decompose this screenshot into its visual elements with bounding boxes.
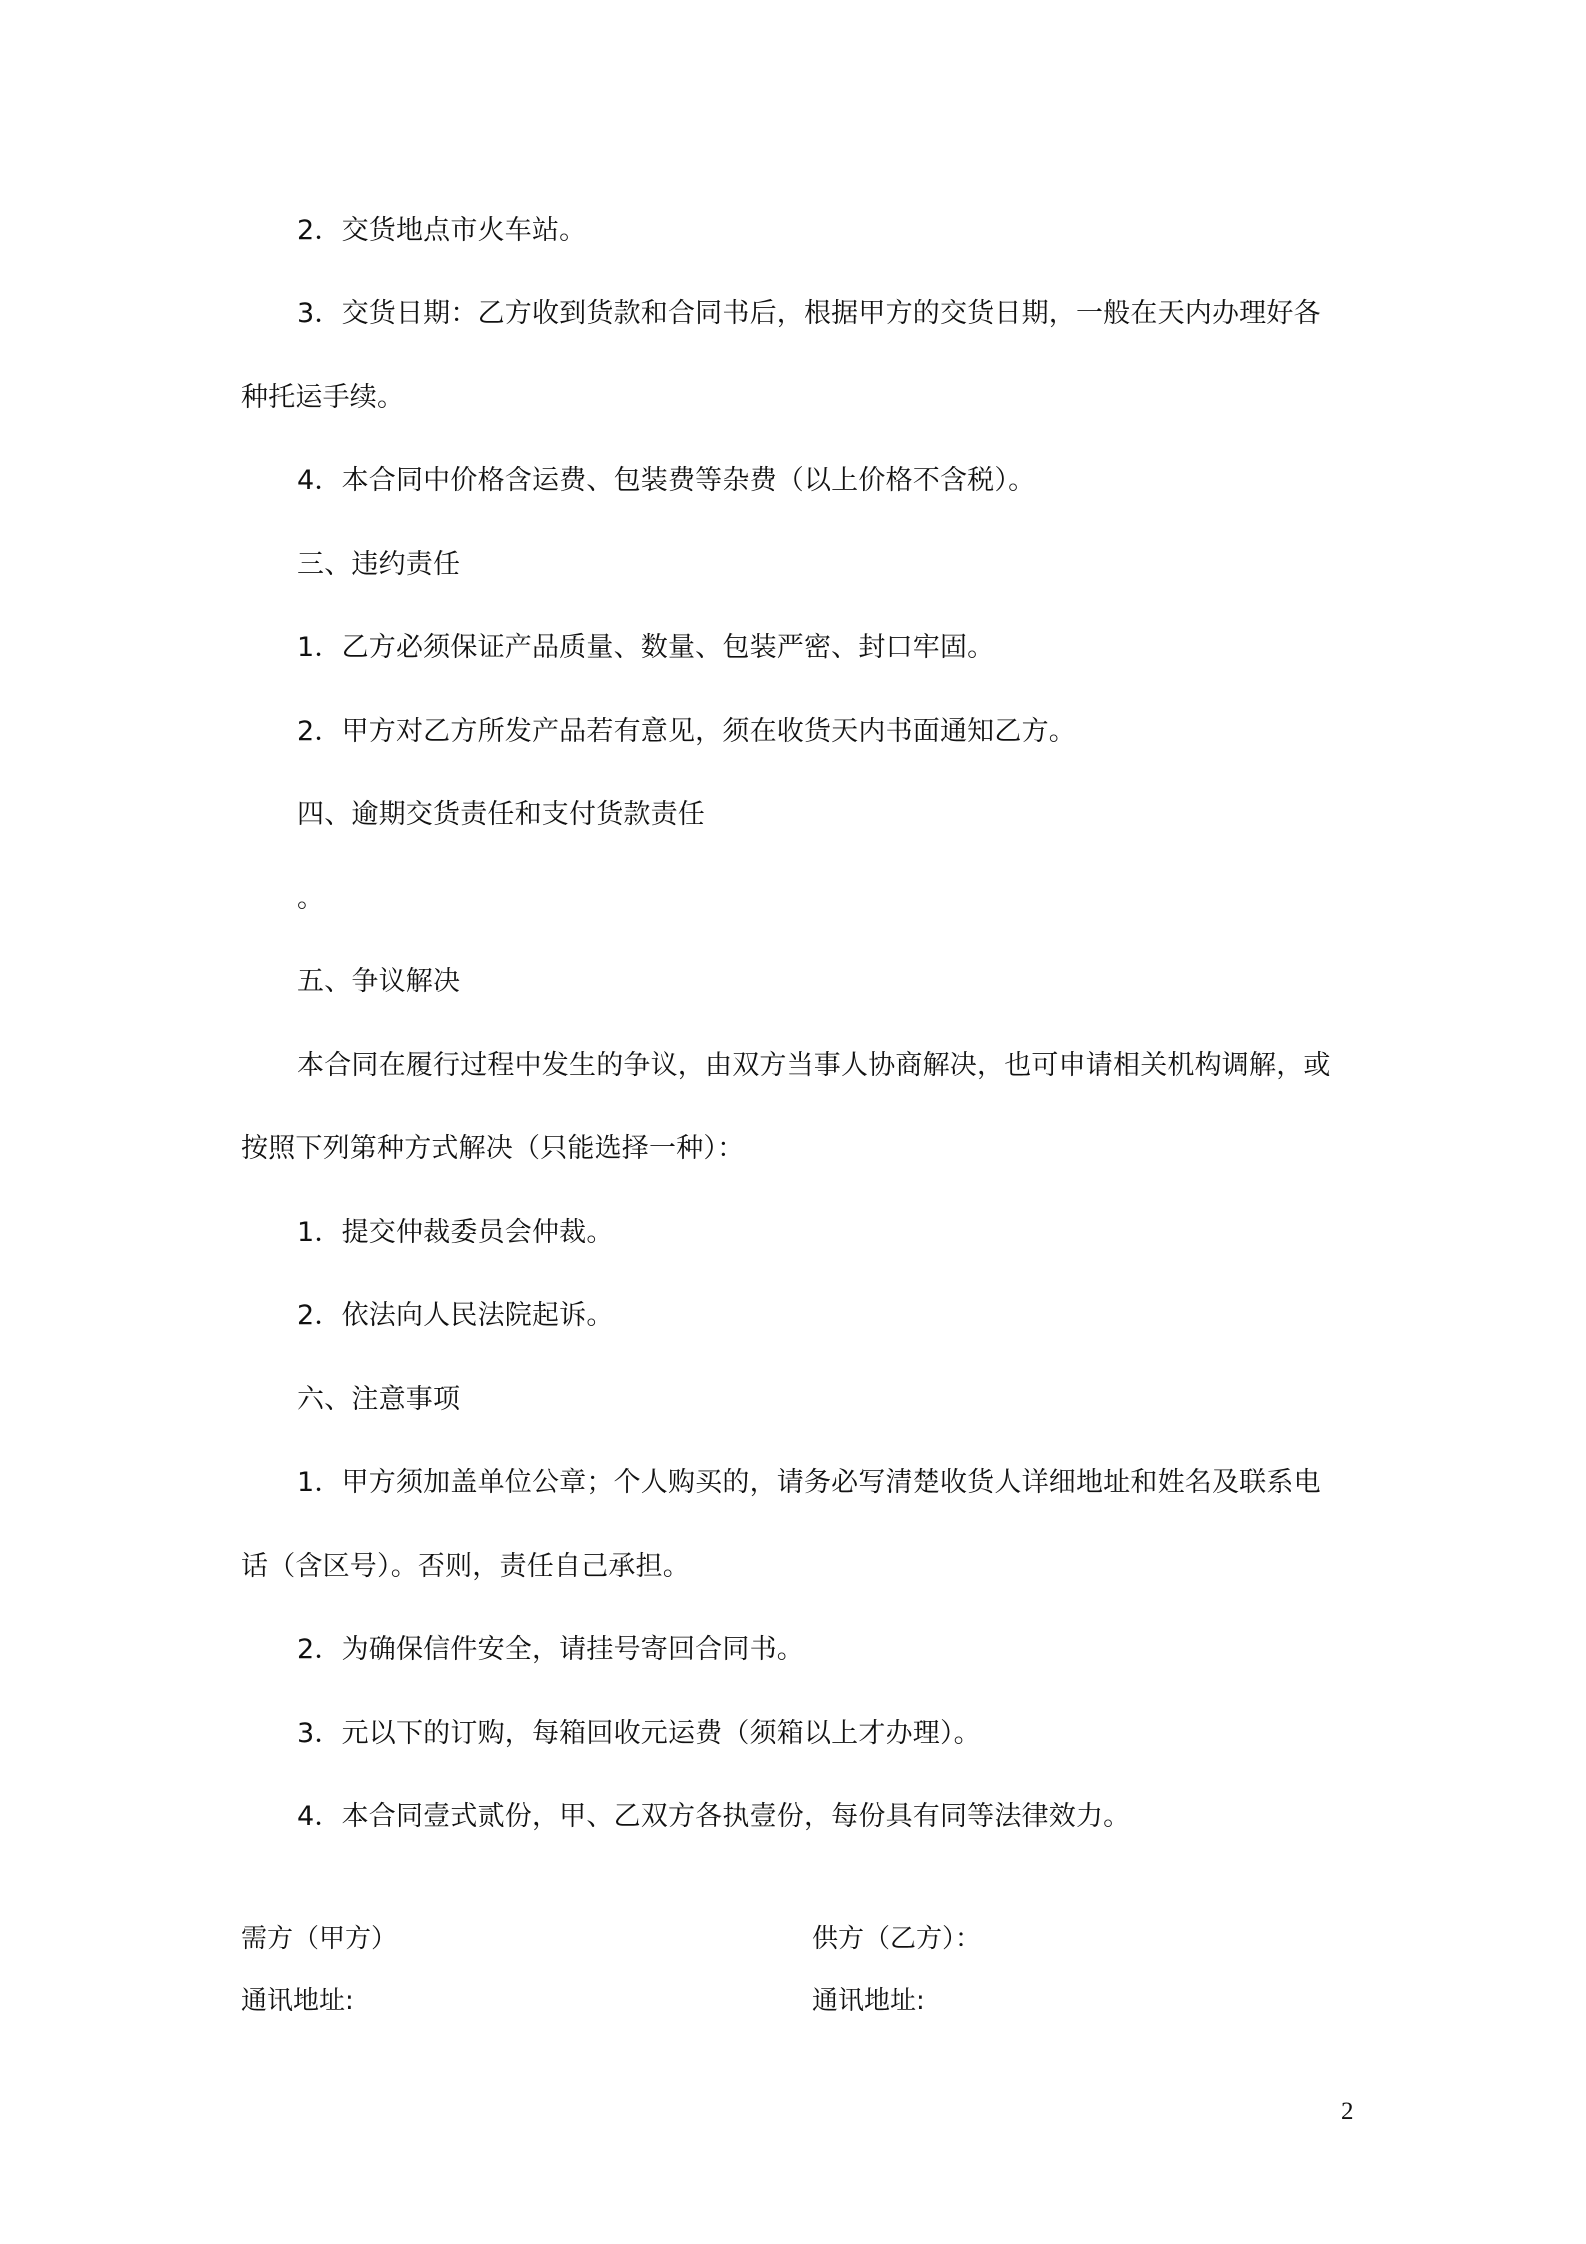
- paragraph-delivery-date-cont: 种托运手续。: [241, 382, 405, 413]
- paragraph-shipping-fee: 3．元以下的订购，每箱回收元运费（须箱以上才办理）。: [297, 1718, 981, 1749]
- paragraph-dispute-body: 本合同在履行过程中发生的争议，由双方当事人协商解决，也可申请相关机构调解，或: [297, 1050, 1331, 1081]
- section-heading-overdue: 四、逾期交货责任和支付货款责任: [297, 799, 705, 830]
- paragraph-quality-guarantee: 1．乙方必须保证产品质量、数量、包装严密、封口牢固。: [297, 632, 995, 663]
- paragraph-delivery-location: 2．交货地点市火车站。: [297, 215, 587, 246]
- paragraph-objection-notice: 2．甲方对乙方所发产品若有意见，须在收货天内书面通知乙方。: [297, 716, 1076, 747]
- paragraph-delivery-date: 3．交货日期：乙方收到货款和合同书后，根据甲方的交货日期，一般在天内办理好各: [297, 298, 1321, 329]
- section-heading-notes: 六、注意事项: [297, 1384, 461, 1415]
- seller-address-label: 通讯地址:: [812, 1986, 925, 2016]
- section-heading-liability: 三、违约责任: [297, 549, 461, 580]
- buyer-address-label: 通讯地址:: [241, 1986, 354, 2016]
- paragraph-seal-notice: 1．甲方须加盖单位公章；个人购买的，请务必写清楚收货人详细地址和姓名及联系电: [297, 1467, 1321, 1498]
- section-heading-dispute: 五、争议解决: [297, 966, 461, 997]
- paragraph-dispute-body-cont: 按照下列第种方式解决（只能选择一种）：: [241, 1133, 745, 1164]
- paragraph-lawsuit: 2．依法向人民法院起诉。: [297, 1300, 614, 1331]
- paragraph-price-terms: 4．本合同中价格含运费、包装费等杂费（以上价格不含税）。: [297, 465, 1036, 496]
- paragraph-overdue-body: 。: [297, 883, 325, 914]
- paragraph-seal-notice-cont: 话（含区号）。否则，责任自己承担。: [241, 1551, 690, 1582]
- paragraph-arbitration: 1．提交仲裁委员会仲裁。: [297, 1217, 614, 1248]
- buyer-label: 需方（甲方）: [241, 1924, 398, 1954]
- paragraph-registered-mail: 2．为确保信件安全，请挂号寄回合同书。: [297, 1634, 804, 1665]
- paragraph-copies: 4．本合同壹式贰份，甲、乙双方各执壹份，每份具有同等法律效力。: [297, 1801, 1131, 1832]
- page-number: 2: [1341, 2098, 1354, 2125]
- seller-label: 供方（乙方）：: [812, 1924, 982, 1954]
